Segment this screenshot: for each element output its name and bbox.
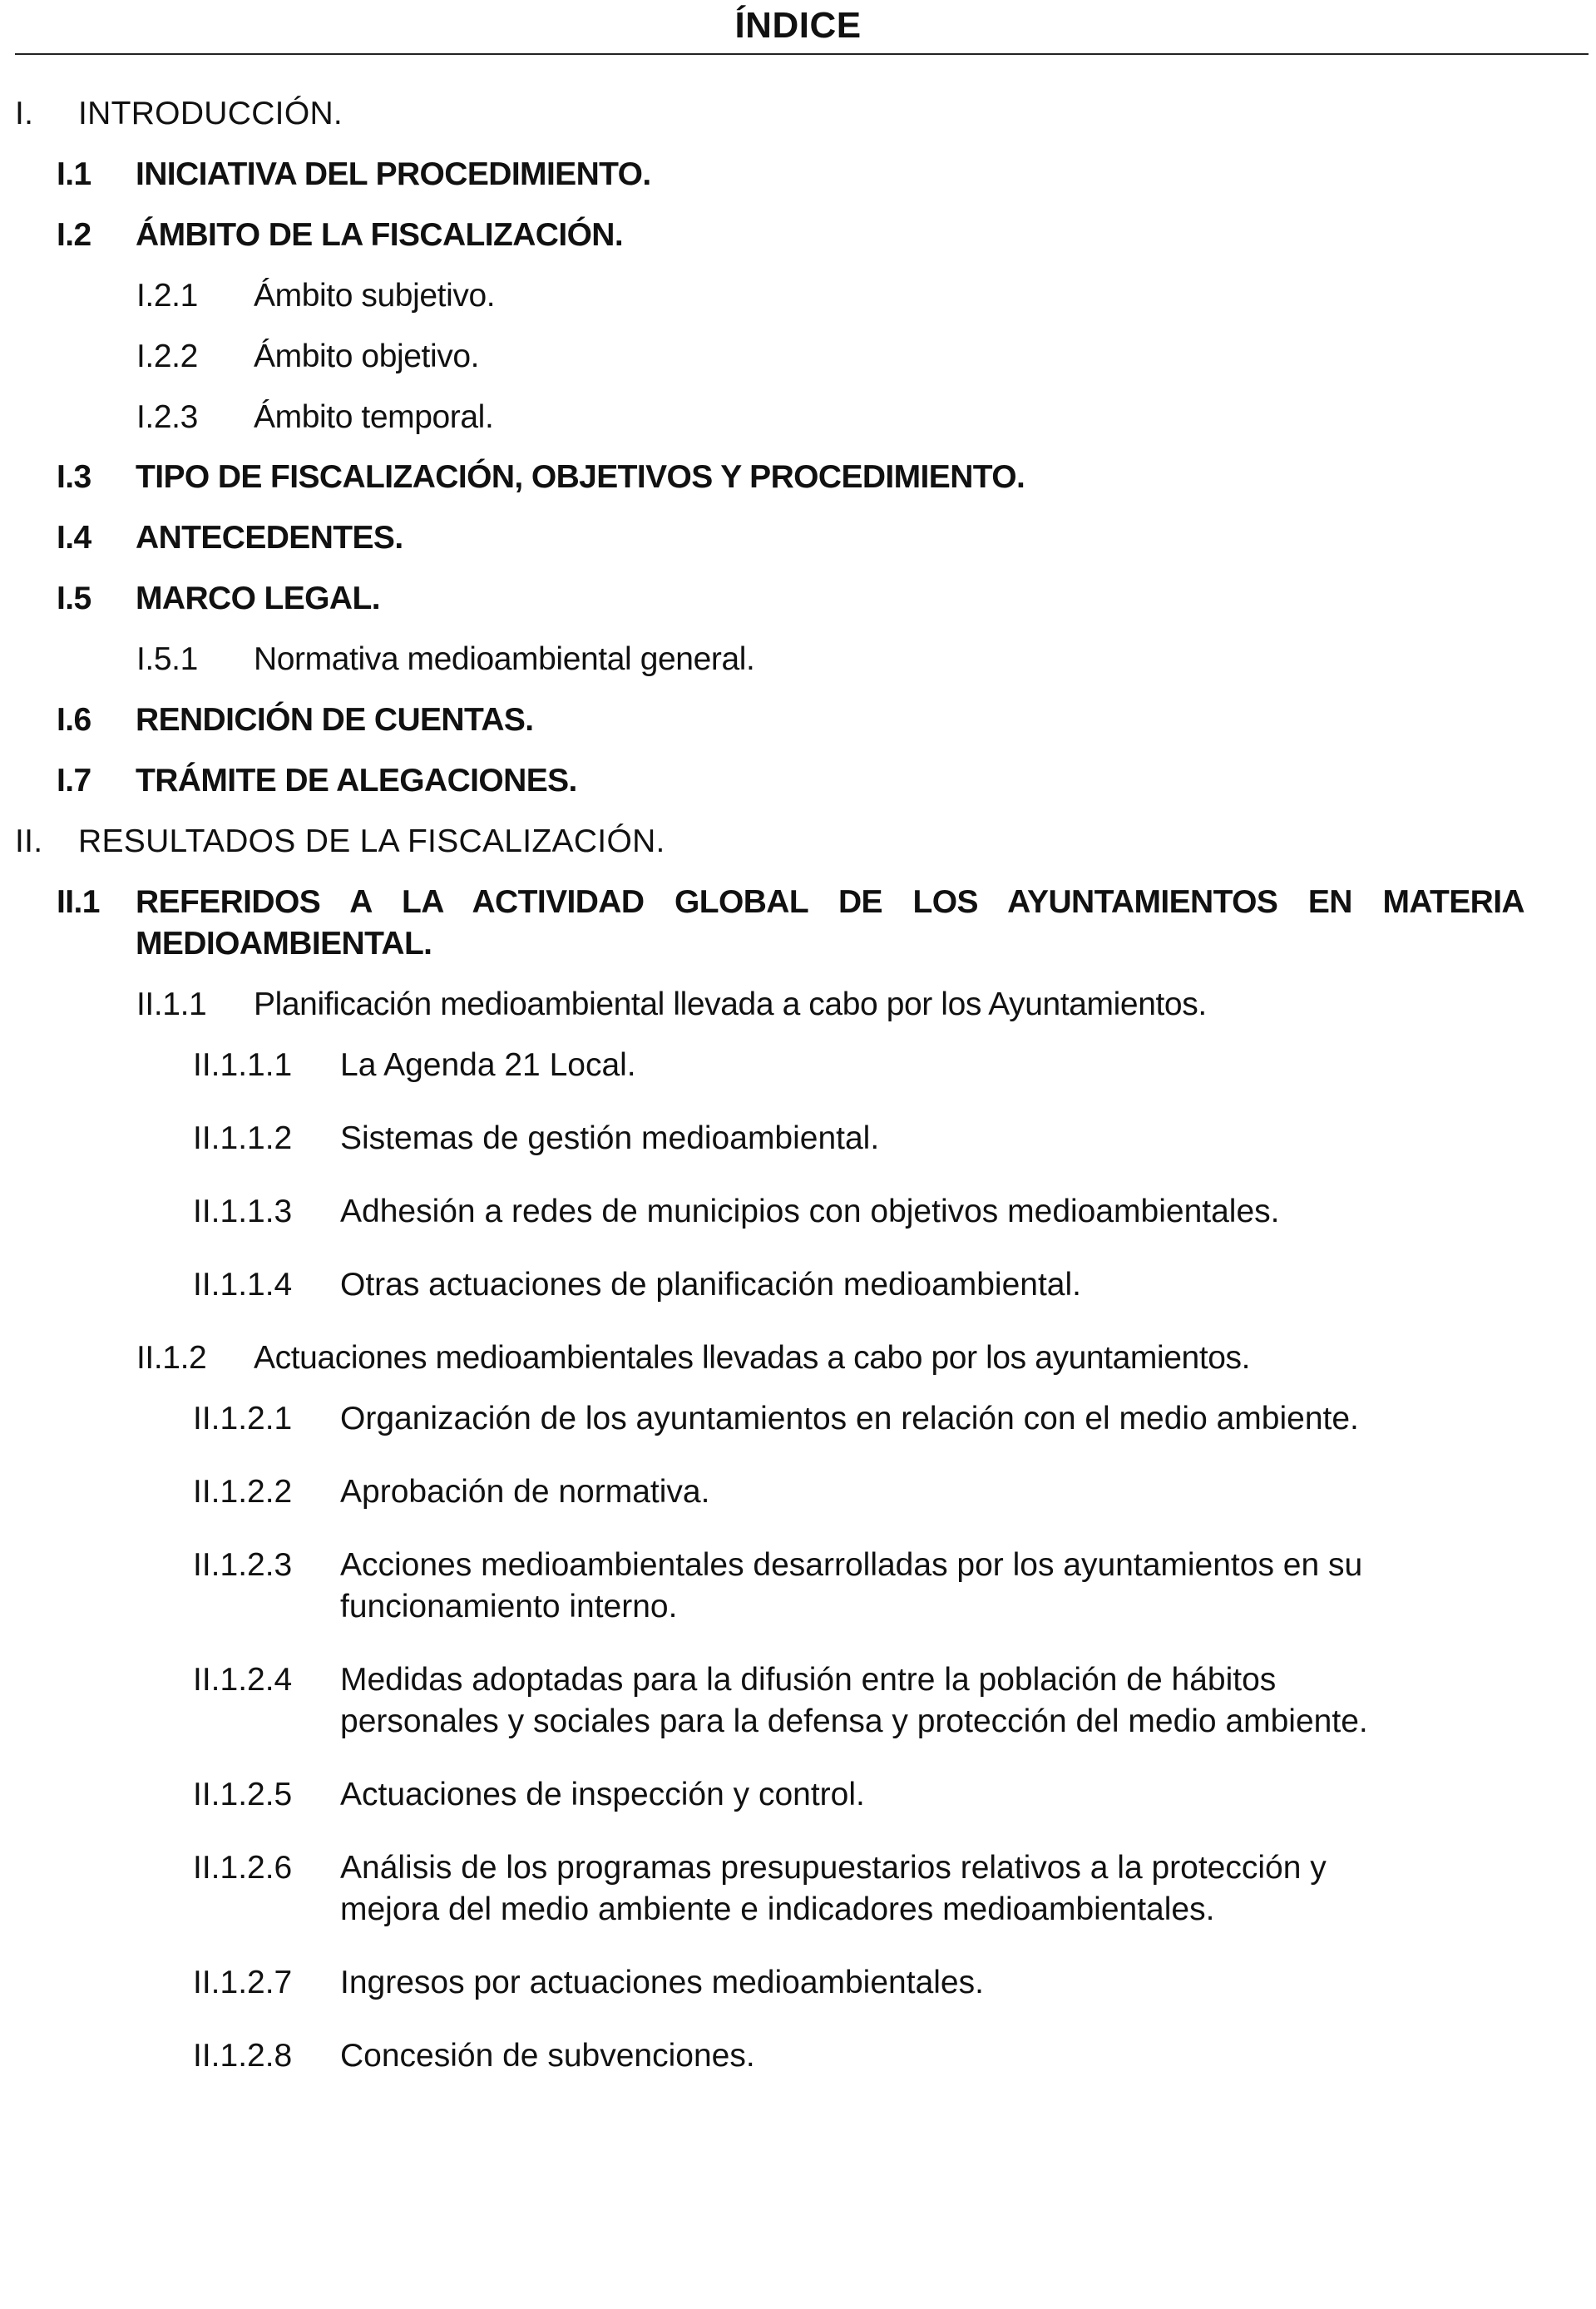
toc-number: II.1.2.3 [193,1547,293,1583]
toc-text: La Agenda 21 Local. [340,1047,636,1083]
toc-text: ÁMBITO DE LA FISCALIZACIÓN. [136,217,624,253]
toc-number: II.1.1 [136,986,207,1022]
toc-number: I.5.1 [136,641,198,677]
toc-number: II.1.1.1 [193,1047,293,1083]
toc-number: I.6 [57,702,91,738]
toc-number: I.4 [57,520,91,556]
toc-text: Medidas adoptadas para la difusión entre la población de hábitos [340,1662,1277,1698]
toc-text: personales y sociales para la defensa y protección del medio ambiente. [340,1703,1368,1739]
toc-number: II.1 [57,884,100,920]
toc-text: MEDIOAMBIENTAL. [136,926,432,962]
title-divider [15,53,1589,55]
toc-number: I.1 [57,156,91,192]
toc-text: RENDICIÓN DE CUENTAS. [136,702,534,738]
toc-number: II. [15,823,43,859]
toc-text: ANTECEDENTES. [136,520,403,556]
toc-text: Aprobación de normativa. [340,1474,710,1510]
toc-text: Normativa medioambiental general. [254,641,755,677]
toc-text: Ámbito subjetivo. [254,278,496,314]
toc-number: I.2.1 [136,278,198,314]
toc-text: RESULTADOS DE LA FISCALIZACIÓN. [78,823,665,859]
toc-text: Acciones medioambientales desarrolladas por los ayuntamientos en su [340,1547,1363,1583]
toc-number: II.1.2.7 [193,1965,293,2000]
toc-number: I.7 [57,763,91,799]
toc-number: II.1.1.2 [193,1120,293,1156]
toc-number: II.1.1.3 [193,1194,293,1229]
toc-text: Concesión de subvenciones. [340,2038,755,2074]
toc-number: II.1.2.2 [193,1474,293,1510]
toc-number: II.1.1.4 [193,1267,293,1303]
toc-number: I.5 [57,581,91,616]
toc-text: INTRODUCCIÓN. [78,96,343,131]
toc-number: II.1.2.8 [193,2038,293,2074]
toc-number: II.1.2.1 [193,1401,293,1436]
toc-text: funcionamiento interno. [340,1589,678,1624]
toc-text: Organización de los ayuntamientos en relación con el medio ambiente. [340,1401,1359,1436]
toc-number: I.2.3 [136,399,198,435]
toc-text: Actuaciones medioambientales llevadas a cabo por los ayuntamientos. [254,1340,1251,1376]
toc-number: I.2.2 [136,339,198,374]
toc-text: mejora del medio ambiente e indicadores medioambientales. [340,1891,1215,1927]
page-title: ÍNDICE [734,5,862,46]
toc-number: II.1.2 [136,1340,207,1376]
toc-text: Análisis de los programas presupuestarios relativos a la protección y [340,1850,1327,1886]
toc-number: I. [15,96,34,131]
toc-text: Sistemas de gestión medioambiental. [340,1120,880,1156]
toc-text: Otras actuaciones de planificación medioambiental. [340,1267,1082,1303]
toc-text: Actuaciones de inspección y control. [340,1777,865,1812]
toc-text: REFERIDOS A LA ACTIVIDAD GLOBAL DE LOS AYUNTAMIENTOS EN MATERIA [136,884,1524,920]
toc-text: Ingresos por actuaciones medioambientales. [340,1965,984,2000]
toc-number: I.3 [57,459,91,495]
toc-text: INICIATIVA DEL PROCEDIMIENTO. [136,156,651,192]
toc-number: II.1.2.5 [193,1777,293,1812]
toc-text: Adhesión a redes de municipios con objetivos medioambientales. [340,1194,1280,1229]
toc-text: Planificación medioambiental llevada a cabo por los Ayuntamientos. [254,986,1207,1022]
toc-text: TIPO DE FISCALIZACIÓN, OBJETIVOS Y PROCEDIMIENTO. [136,459,1025,495]
toc-text: TRÁMITE DE ALEGACIONES. [136,763,577,799]
toc-text: Ámbito temporal. [254,399,494,435]
toc-number: II.1.2.6 [193,1850,293,1886]
toc-number: II.1.2.4 [193,1662,293,1698]
toc-number: I.2 [57,217,91,253]
toc-text: Ámbito objetivo. [254,339,480,374]
toc-text: MARCO LEGAL. [136,581,380,616]
